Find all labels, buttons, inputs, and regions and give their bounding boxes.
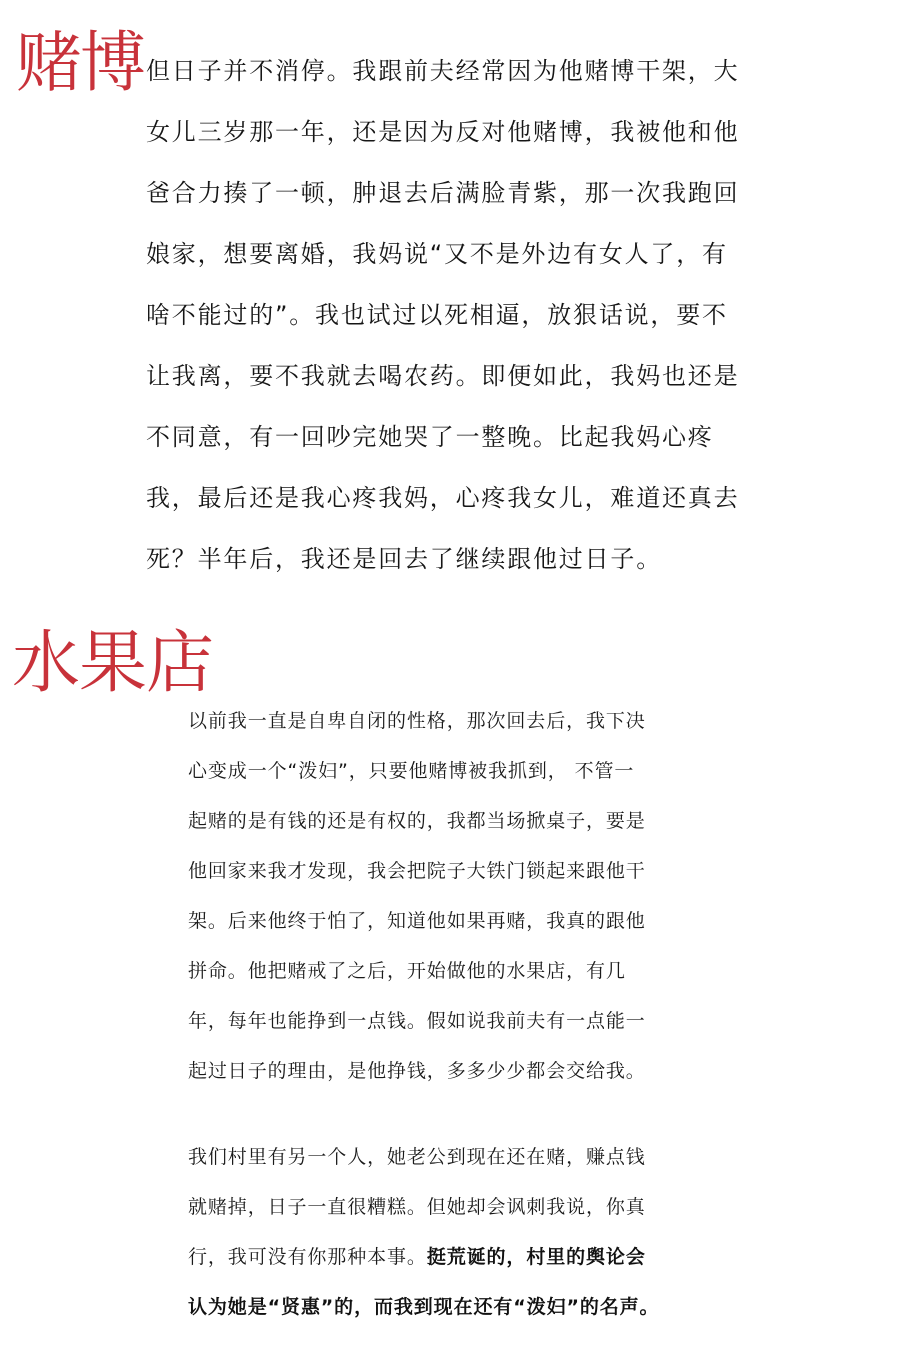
paragraph-line: 心变成一个“泼妇”，只要他赌博被我抓到， 不管一 [188, 760, 635, 782]
paragraph-line: 他回家来我才发现，我会把院子大铁门锁起来跟他干 [188, 860, 646, 882]
paragraph-line: 以前我一直是自卑自闭的性格，那次回去后，我下决 [188, 710, 646, 732]
paragraph-line: 架。后来他终于怕了，知道他如果再赌，我真的跟他 [188, 910, 646, 932]
line-text: 行，我可没有你那种本事。 [188, 1246, 427, 1268]
paragraph-line: 啥不能过的”。我也试过以死相逼，放狠话说，要不 [146, 301, 728, 329]
paragraph-line: 我们村里有另一个人，她老公到现在还在赌，赚点钱 [188, 1146, 646, 1168]
paragraph-line [188, 1243, 728, 1293]
paragraph-line: 死？半年后，我还是回去了继续跟他过日子。 [146, 545, 662, 573]
paragraph-line: 年，每年也能挣到一点钱。假如说我前夫有一点能一 [188, 1010, 646, 1032]
bold-emphasis: 挺荒诞的，村里的舆论会 [426, 1246, 646, 1268]
paragraph-line: 但日子并不消停。我跟前夫经常因为他赌博干架，大 [146, 57, 740, 85]
fruit-shop-paragraph [188, 707, 728, 1107]
gambling-paragraph [146, 52, 796, 601]
section-heading-fruit-shop: 水果店 [12, 624, 214, 703]
paragraph-line: 起过日子的理由，是他挣钱，多多少少都会交给我。 [188, 1060, 646, 1082]
section-heading-gambling: 赌博 [16, 24, 144, 101]
paragraph-line: 不同意，有一回吵完她哭了一整晚。比起我妈心疼 [146, 423, 714, 451]
village-opinion-paragraph [188, 1143, 728, 1343]
paragraph-line: 拼命。他把赌戒了之后，开始做他的水果店，有几 [188, 960, 626, 982]
paragraph-line: 就赌掉，日子一直很糟糕。但她却会讽刺我说，你真 [188, 1196, 646, 1218]
paragraph-line: 娘家，想要离婚，我妈说“又不是外边有女人了，有 [146, 240, 728, 268]
paragraph-line: 让我离，要不我就去喝农药。即便如此，我妈也还是 [146, 362, 740, 390]
paragraph-line: 爸合力揍了一顿，肿退去后满脸青紫，那一次我跑回 [146, 179, 740, 207]
bold-emphasis-line: 认为她是“贤惠”的，而我到现在还有“泼妇”的名声。 [188, 1296, 660, 1318]
paragraph-line: 女儿三岁那一年，还是因为反对他赌博，我被他和他 [146, 118, 740, 146]
paragraph-line: 我，最后还是我心疼我妈，心疼我女儿，难道还真去 [146, 484, 740, 512]
paragraph-line: 起赌的是有钱的还是有权的，我都当场掀桌子，要是 [188, 810, 646, 832]
